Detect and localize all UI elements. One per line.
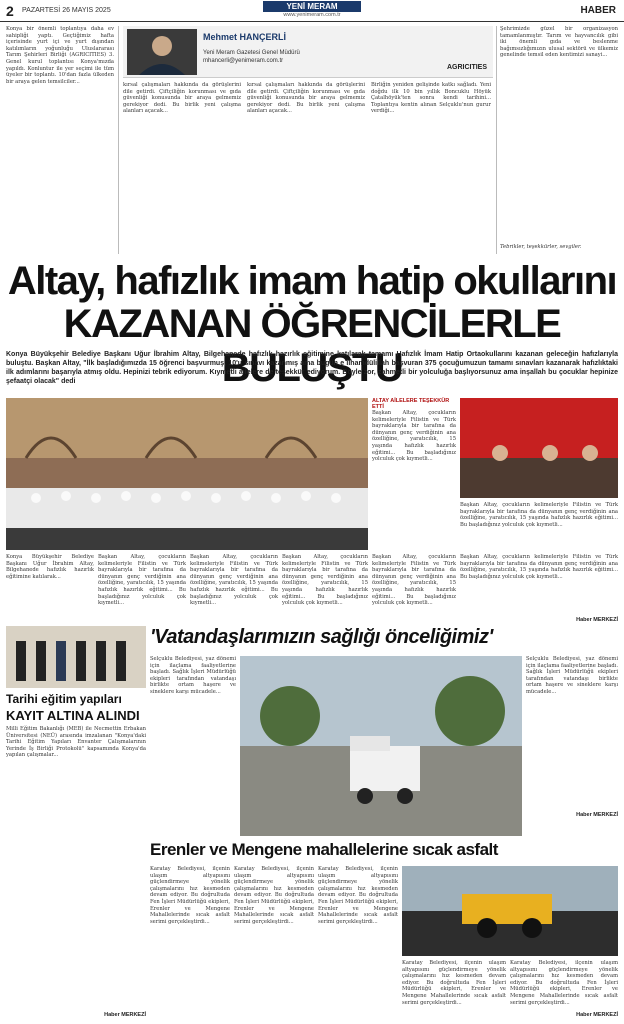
main-headline-line1: Altay, hafızlık imam hatip okullarını [7,259,617,303]
column-left-text: Konya bir önemli toplantıya daha ev sahipliği yaptı. Geçtiğimiz hafta içerisinde yurt içi ve yurt dışından katılımların yoğunluğu Uluslararası Tarım Şehirleri Birliği (AGRICITIES) 3. Genel kurul toplantısı Konya'mızda yapıldı. Konluntur ile yer seçimi ile tüm üyeler bir toplantı. 10'dan fazla ülkeden bir araya gelen temsilciler... [6,26,114,85]
history-headline-line1: Tarihi eğitim yapıları [6,692,122,706]
author-photo [127,29,197,75]
author-box [123,26,493,78]
asphalt-text-col3: Karatay Belediyesi, ilçenin ulaşım altyapısını güçlendirmeye yönelik çalışmalarını hız kesmeden devam ediyor. Bu doğrultuda Fen İşleri Müdürlüğü ekipleri, Erenler ve Mengene Mahallelerinde sıcak asfalt serimi gerçekleştirdi... [318,866,398,925]
health-text-col2: Selçuklu Belediyesi, yaz dönemi için ilaçlama faaliyetlerine başladı. Sağlık İşleri Müdürlüğü ekipleri tarafından vatandaşı birlikte ortam haşere ve sineklere karşı mücadele... [526,656,618,695]
main-text-col3: Başkan Altay, çocukların kelimeleriyle Filistin ve Türk bayraklarıyla bir tarafına da dünyanın genç verdiğinin ana özelliğine, yaratıcılık, 15 yaşında hafızlık hazırlık eğitimi... Bu başladığınız yolculuk çok kıymetli... [190,554,278,607]
column-title: AGRICITIES [446,64,487,71]
column-sign: Tebrikler, teşekkürler, sevgiler. [500,244,582,250]
asphalt-photo [402,866,618,956]
page-header [0,0,624,22]
main-byline: Haber MERKEZİ [576,617,618,623]
history-headline-line2: KAYIT ALTINA ALINDI [6,708,140,723]
health-photo [240,656,522,836]
asphalt-headline: Erenler ve Mengene mahallelerine sıcak asfalt [150,840,498,859]
main-caption: Konya Büyükşehir Belediye Başkanı Uğur İbrahim Altay, Bilgehanede hafızlık hazırlık eğitimine katılarak... [6,554,94,580]
history-photo [6,626,146,688]
main-subheading: ALTAY AİLELERE TEŞEKKÜR ETTİ [372,398,450,410]
divider [496,26,497,254]
author-name: Mehmet HANÇERLİ [203,32,287,42]
divider [118,26,119,254]
asphalt-text-col5: Karatay Belediyesi, ilçenin ulaşım altyapısını güçlendirmeye yönelik çalışmalarını hız kesmeden devam ediyor. Bu doğrultuda Fen İşleri Müdürlüğü ekipleri, Erenler ve Mengene Mahallelerinde sıcak asfalt serimi gerçekleştirdi... [510,960,618,1006]
main-side-text: Başkan Altay, çocukların kelimeleriyle Filistin ve Türk bayraklarıyla bir tarafına da dünyanın genç verdiğinin ana özelliğine, yaratıcılık, 15 yaşında hafızlık hazırlık eğitimi... Bu başladığınız yolculuk çok kıymetli... [460,502,618,528]
page-number: 2 [6,3,14,19]
main-lead: Konya Büyükşehir Belediye Başkanı Uğur İbrahim Altay, Bilgehanede hafızlık hazırlık eğitimine katılarak tamamı Hafızlık İmam Hatip Ortaokullarını kazanan geleceğin hafızlarıyla buluştu. Başkan Altay, "İlk başladığımızda 15 öğrenci başvurmuş, 10'u sınavı kazanmış ama bugün e ilhamdülillah başvuran 375 çocuğumuzun tamamı sınavları kazanarak hafızlıktaki ilk adımlarını başarıyla atmış oldu. Hepinizi tebrik ediyorum. Kıymetli ailelere de teşekkür ediyorum. Böyle zor, zahmetli bir yolculuğa başlıyorsunuz ama inşallah bu çocuklar hepinize şefaatçi olacak" dedi [6,351,618,385]
health-headline: 'Vatandaşlarımızın sağlığı önceliğimiz' [150,626,493,648]
main-body-text: Başkan Altay, çocukların kelimeleriyle Filistin ve Türk bayraklarıyla bir tarafına da dünyanın genç verdiğinin ana özelliğine, yaratıcılık, 15 yaşında hafızlık hazırlık eğitimi... Bu başladığınız yolculuk çok kıymetli... [372,410,456,463]
newspaper-logo: YENİ MERAM [263,1,361,12]
author-email: mhancerli@yenimeram.com.tr [203,58,284,64]
asphalt-text-col1: Karatay Belediyesi, ilçenin ulaşım altyapısını güçlendirmeye yönelik çalışmalarını hız kesmeden devam ediyor. Bu doğrultuda Fen İşleri Müdürlüğü ekipleri, Erenler ve Mengene Mahallelerinde sıcak asfalt serimi gerçekleştirdi... [150,866,230,925]
column-mid-text: kırsal çalışmaları hakkında da görüşlerini dile getirdi. Çiftçiliğin korunması ve gıda güvenliği konusunda bir araya gelmemiz gerekiyor dedi. Bu birlik yeni çalışma alanları açacak... [123,82,241,115]
asphalt-byline: Haber MERKEZİ [576,1012,618,1018]
newspaper-url: www.yenimeram.com.tr [283,12,341,18]
main-text-col5: Başkan Altay, çocukların kelimeleriyle Filistin ve Türk bayraklarıyla bir tarafına da dünyanın genç verdiğinin ana özelliğine, yaratıcılık, 15 yaşında hafızlık hazırlık eğitimi... Bu başladığınız yolculuk çok kıymetli... [372,554,456,607]
column-mid2-text: kırsal çalışmaları hakkında da görüşlerini dile getirdi. Çiftçiliğin korunması ve gıda güvenliği konusunda bir araya gelmemiz gerekiyor dedi. Bu birlik yeni çalışma alanları açacak... [247,82,365,115]
main-text-col4: Başkan Altay, çocukların kelimeleriyle Filistin ve Türk bayraklarıyla bir tarafına da dünyanın genç verdiğinin ana özelliğine, yaratıcılık, 15 yaşında hafızlık hazırlık eğitimi... Bu başladığınız yolculuk çok kıymetli... [282,554,368,607]
author-role: Yeni Meram Gazetesi Genel Müdürü [203,50,300,56]
main-text-col2: Başkan Altay, çocukların kelimeleriyle Filistin ve Türk bayraklarıyla bir tarafına da dünyanın genç verdiğinin ana özelliğine, yaratıcılık, 15 yaşında hafızlık hazırlık eğitimi... Bu başladığınız yolculuk çok kıymetli... [98,554,186,607]
main-headline-line2: KAZANAN ÖĞRENCİLERLE BULUŞTU [63,302,561,390]
history-text: Milli Eğitim Bakanlığı (MEB) ile Necmettin Erbakan Üniversitesi (NEÜ) arasında imzalanan "Konya'daki Tarihi Eğitim Yapıları Envanter Çalışmalarının Yerinde İş Birliği Protokolü" kapsamında Konya'da yapılan çalışmalar... [6,726,146,759]
section-label: HABER [580,5,616,16]
issue-date: PAZARTESİ 26 MAYIS 2025 [22,7,111,14]
column-far-right-text: Şehrimizde güzel bir organizasyon tamamlanmıştır. Tarım ve hayvancılık gibi iki önemli gıda ve beslenme bağımsızlığımızın ulusal sektörü ve ülkemiz genelinde temsil eden kentimizi sanayi... [500,26,618,59]
health-byline: Haber MERKEZİ [576,812,618,818]
health-text: Selçuklu Belediyesi, yaz dönemi için ilaçlama faaliyetlerine başladı. Sağlık İşleri Müdürlüğü ekipleri tarafından vatandaşı birlikte ortam haşere ve sineklere karşı mücadele... [150,656,236,695]
main-text-col6: Başkan Altay, çocukların kelimeleriyle Filistin ve Türk bayraklarıyla bir tarafına da dünyanın genç verdiğinin ana özelliğine, yaratıcılık, 15 yaşında hafızlık hazırlık eğitimi... Bu başladığınız yolculuk çok kıymetli... [460,554,618,580]
asphalt-text-col2: Karatay Belediyesi, ilçenin ulaşım altyapısını güçlendirmeye yönelik çalışmalarını hız kesmeden devam ediyor. Bu doğrultuda Fen İşleri Müdürlüğü ekipleri, Erenler ve Mengene Mahallelerinde sıcak asfalt serimi gerçekleştirdi... [234,866,314,925]
history-byline: Haber MERKEZİ [104,1012,146,1018]
asphalt-text-col4: Karatay Belediyesi, ilçenin ulaşım altyapısını güçlendirmeye yönelik çalışmalarını hız kesmeden devam ediyor. Bu doğrultuda Fen İşleri Müdürlüğü ekipleri, Erenler ve Mengene Mahallelerinde sıcak asfalt serimi gerçekleştirdi... [402,960,506,1006]
main-photo-flags [460,398,618,498]
main-photo [6,398,368,550]
column-right-text: Birliğin yeniden gelişinde katkı sağladı. Yeni doğdu ilk 10 bin yıllık Boncuklu Höyük Çatalhöyük'ten sonra kendi tarihini... Toplantıya kentin alınan Selçuklu'nun gurur verdiği... [371,82,491,115]
